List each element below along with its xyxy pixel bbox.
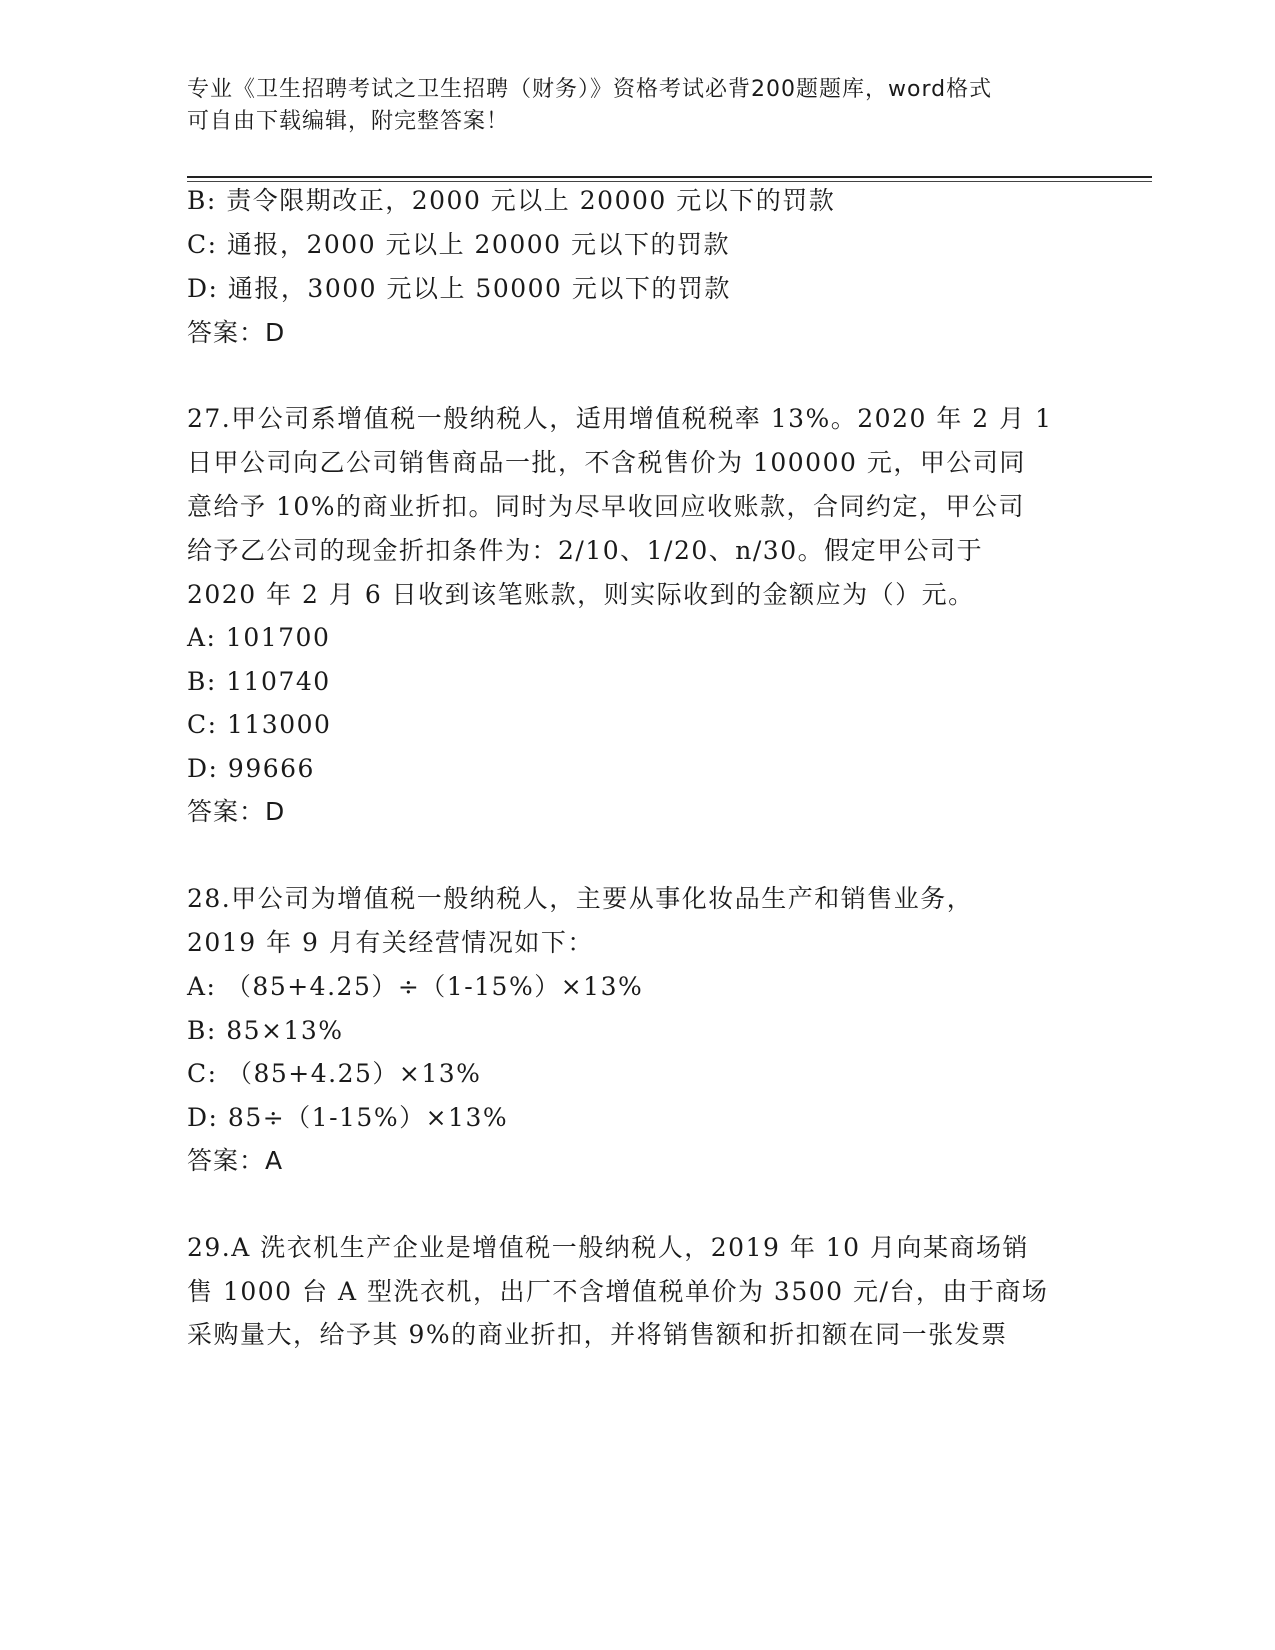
q26-answer: 答案：D (187, 318, 286, 347)
q27-option-b: B: 110740 (187, 667, 331, 696)
q27-text-line-3: 意给予 10%的商业折扣。同时为尽早收回应收账款，合同约定，甲公司 (187, 492, 1026, 521)
q27-text-line-4: 给予乙公司的现金折扣条件为：2/10、1/20、n/30。假定甲公司于 (187, 536, 984, 565)
q29-text-line-1: 29.A 洗衣机生产企业是增值税一般纳税人，2019 年 10 月向某商场销 (187, 1233, 1030, 1262)
q29-text-line-2: 售 1000 台 A 型洗衣机，出厂不含增值税单价为 3500 元/台，由于商场 (187, 1277, 1049, 1306)
q28-option-b: B: 85×13% (187, 1016, 344, 1045)
header-divider-thick (187, 176, 1152, 178)
q26-option-b: B: 责令限期改正，2000 元以上 20000 元以下的罚款 (187, 186, 836, 215)
q27-text-line-2: 日甲公司向乙公司销售商品一批，不含税售价为 100000 元，甲公司同 (187, 448, 1026, 477)
header-line-2: 可自由下载编辑，附完整答案！ (187, 109, 510, 134)
header-line-1: 专业《卫生招聘考试之卫生招聘（财务）》资格考试必背200题题库，word格式 (187, 77, 993, 102)
q26-option-d: D: 通报，3000 元以上 50000 元以下的罚款 (187, 274, 731, 303)
q29-text-line-3: 采购量大，给予其 9%的商业折扣，并将销售额和折扣额在同一张发票 (187, 1320, 1008, 1349)
q28-text-line-1: 28.甲公司为增值税一般纳税人，主要从事化妆品生产和销售业务， (187, 884, 974, 913)
q27-answer: 答案：D (187, 797, 286, 826)
q28-option-c: C: （85+4.25）×13% (187, 1059, 482, 1088)
q27-option-c: C: 113000 (187, 710, 332, 739)
q28-answer: 答案：A (187, 1146, 284, 1175)
document-header (187, 74, 1067, 138)
q27-option-d: D: 99666 (187, 754, 315, 783)
q28-option-d: D: 85÷（1-15%）×13% (187, 1103, 509, 1132)
header-divider-thin (187, 181, 1152, 182)
q27-text-line-1: 27.甲公司系增值税一般纳税人，适用增值税税率 13%。2020 年 2 月 1 (187, 404, 1053, 433)
q28-text-line-2: 2019 年 9 月有关经营情况如下： (187, 928, 594, 957)
q27-text-line-5: 2020 年 2 月 6 日收到该笔账款，则实际收到的金额应为（）元。 (187, 580, 975, 609)
q28-option-a: A: （85+4.25）÷（1-15%）×13% (187, 972, 644, 1001)
q26-option-c: C: 通报，2000 元以上 20000 元以下的罚款 (187, 230, 730, 259)
q27-option-a: A: 101700 (187, 623, 331, 652)
